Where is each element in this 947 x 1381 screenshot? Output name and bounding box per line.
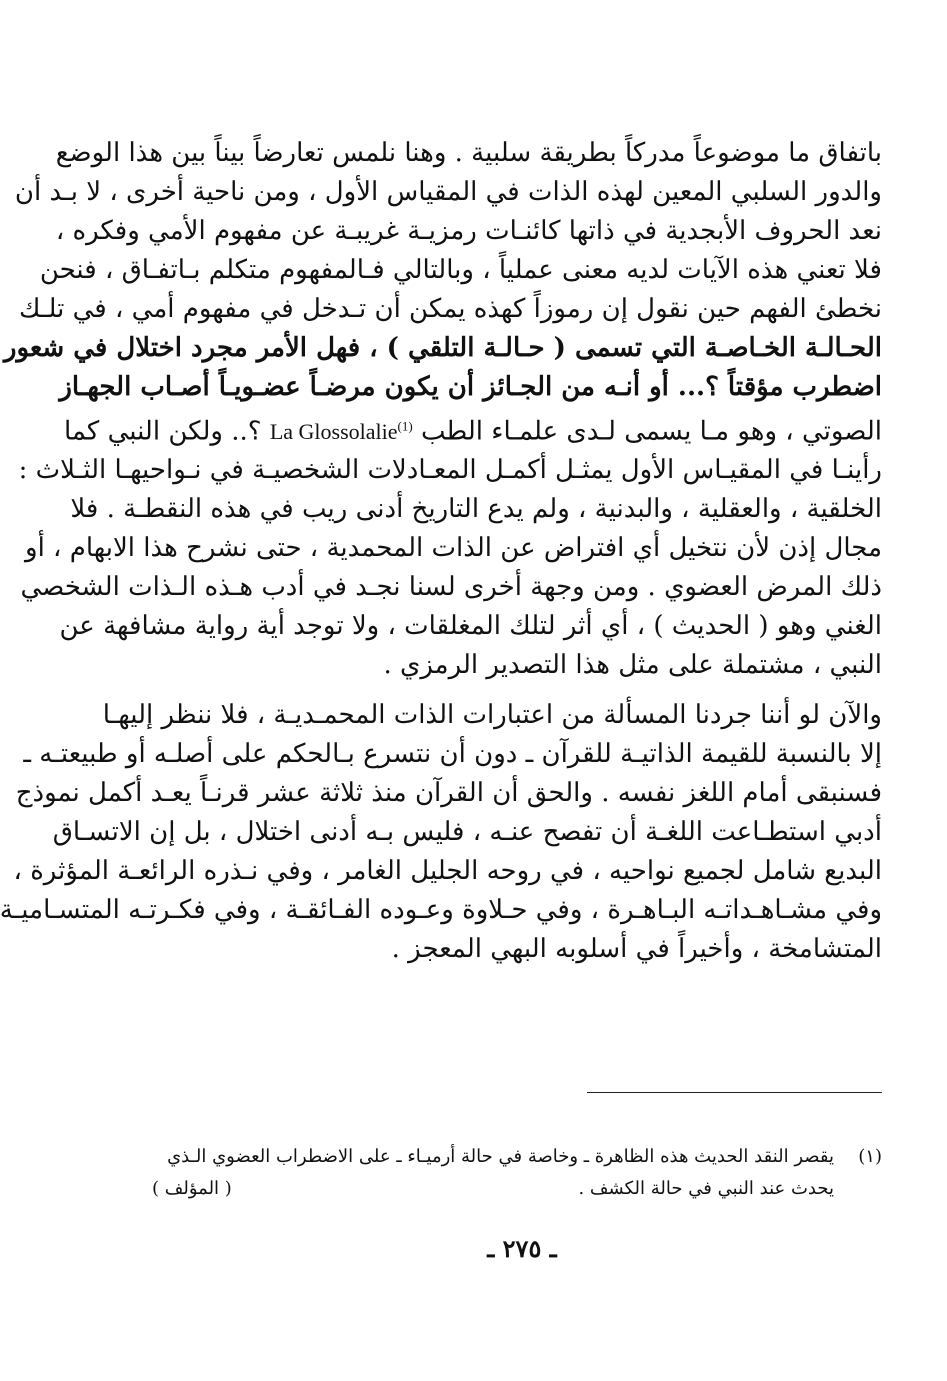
text-line: المتشامخة ، وأخيراً في أسلوبه البهي المعجز . [391,934,882,965]
text-segment: الصوتي ، وهو مـا يسمى لـدى علمـاء الطب [420,416,882,447]
text-line: اضطرب مؤقتاً ؟... أو أنـه من الجـائز أن يكون مرضـاً عضـويـاً أصـاب الجهـاز [59,372,882,402]
paragraph-1 [3,134,882,685]
text-line-with-footnote [63,407,882,451]
text-line: باتفاق ما موضوعاً مدركاً بطريقة سلبية . وهنا نلمس تعارضاً بيناً بين هذا الوضع [55,138,882,168]
footnote-reference: (1) [397,419,413,434]
footnote-divider [587,1092,882,1093]
text-line: الحـالـة الخـاصـة التي تسمى ( حـالـة التلقي ) ، فهل الأمر مجرد اختلال في شعور [3,333,882,363]
latin-term: La Glossolalie$^{(1)}$ [269,419,413,445]
text-line: فلا تعني هذه الآيات لديه معنى عملياً ، وبالتالي فـالمفهوم متكلم بـاتفـاق ، فنحن [39,255,882,285]
paragraph-2 [0,696,882,969]
text-line: ذلك المرض العضوي . ومن وجهة أخرى لسنا نجـد في أدب هـذه الـذات الشخصي [20,572,882,603]
text-line: والآن لو أننا جردنا المسألة من اعتبارات الذات المحمـديـة ، فلا ننظر إليهـا [102,700,882,731]
text-line: النبي ، مشتملة على مثل هذا التصدير الرمزي . [383,650,882,681]
text-line: مجال إذن لأن نتخيل أي افتراض عن الذات المحمدية ، حتى نشرح هذا الابهام ، أو [25,533,882,564]
text-line: البديع شامل لجميع نواحيه ، في روحه الجليل الغامر ، وفي نـذره الرائعـة المؤثرة ، [13,856,882,887]
text-line: نخطئ الفهم حين نقول إن رموزاً كهذه يمكن أن تـدخل في مفهوم أمي ، في تلـك [18,294,882,324]
page-number: ـ ٢٧٥ ـ [487,1234,557,1263]
footnote-line: يحدث عند النبي في حالة الكشف . [578,1178,834,1199]
text-line: إلا بالنسبة للقيمة الذاتيـة للقرآن ـ دون أن نتسرع بـالحكم على أصلـه أو طبيعتـه ـ [23,739,882,770]
text-line: رأينـا في المقيـاس الأول يمثـل أكمـل المعـادلات الشخصيـة في نـواحيهـا الثـلاث : [18,455,882,486]
footnote [152,1141,882,1205]
text-line: الخلقية ، والعقلية ، والبدنية ، ولم يدع التاريخ أدنى ريب في هذه النقطـة . فلا [70,494,882,525]
text-line: والدور السلبي المعين لهذه الذات في المقياس الأول ، ومن ناحية أخرى ، لا بـد أن [14,177,882,207]
text-line: أدبي استطـاعت اللغـة أن تفصح عنـه ، فليس بـه أدنى اختلال ، بل إن الاتسـاق [52,817,882,848]
text-line: فسنبقى أمام اللغز نفسه . والحق أن القرآن منذ ثلاثة عشر قرنـاً يعـد أكمل نموذج [15,778,882,809]
footnote-author: ( المؤلف ) [152,1178,232,1199]
text-line: الغني وهو ( الحديث ) ، أي أثر لتلك المغلقات ، ولا توجد أية رواية مشافهة عن [59,611,882,642]
text-line: وفي مشـاهـداتـه البـاهـرة ، وفي حـلاوة وعـوده الفـائقـة ، وفي فكـرتـه المتسـاميـة [0,895,882,926]
text-line: نعد الحروف الأبجدية في ذاتها كائنـات رمزيـة غريبـة عن مفهوم الأمي وفكره ، [55,216,882,246]
main-text [0,134,882,969]
footnote-number: (١) [858,1146,882,1167]
footnote-line: يقصر النقد الحديث هذه الظاهرة ـ وخاصة في حالة أرميـاء ـ على الاضطراب العضوي الـذي [167,1146,834,1167]
text-segment: ؟.. ولكن النبي كما [63,416,262,447]
